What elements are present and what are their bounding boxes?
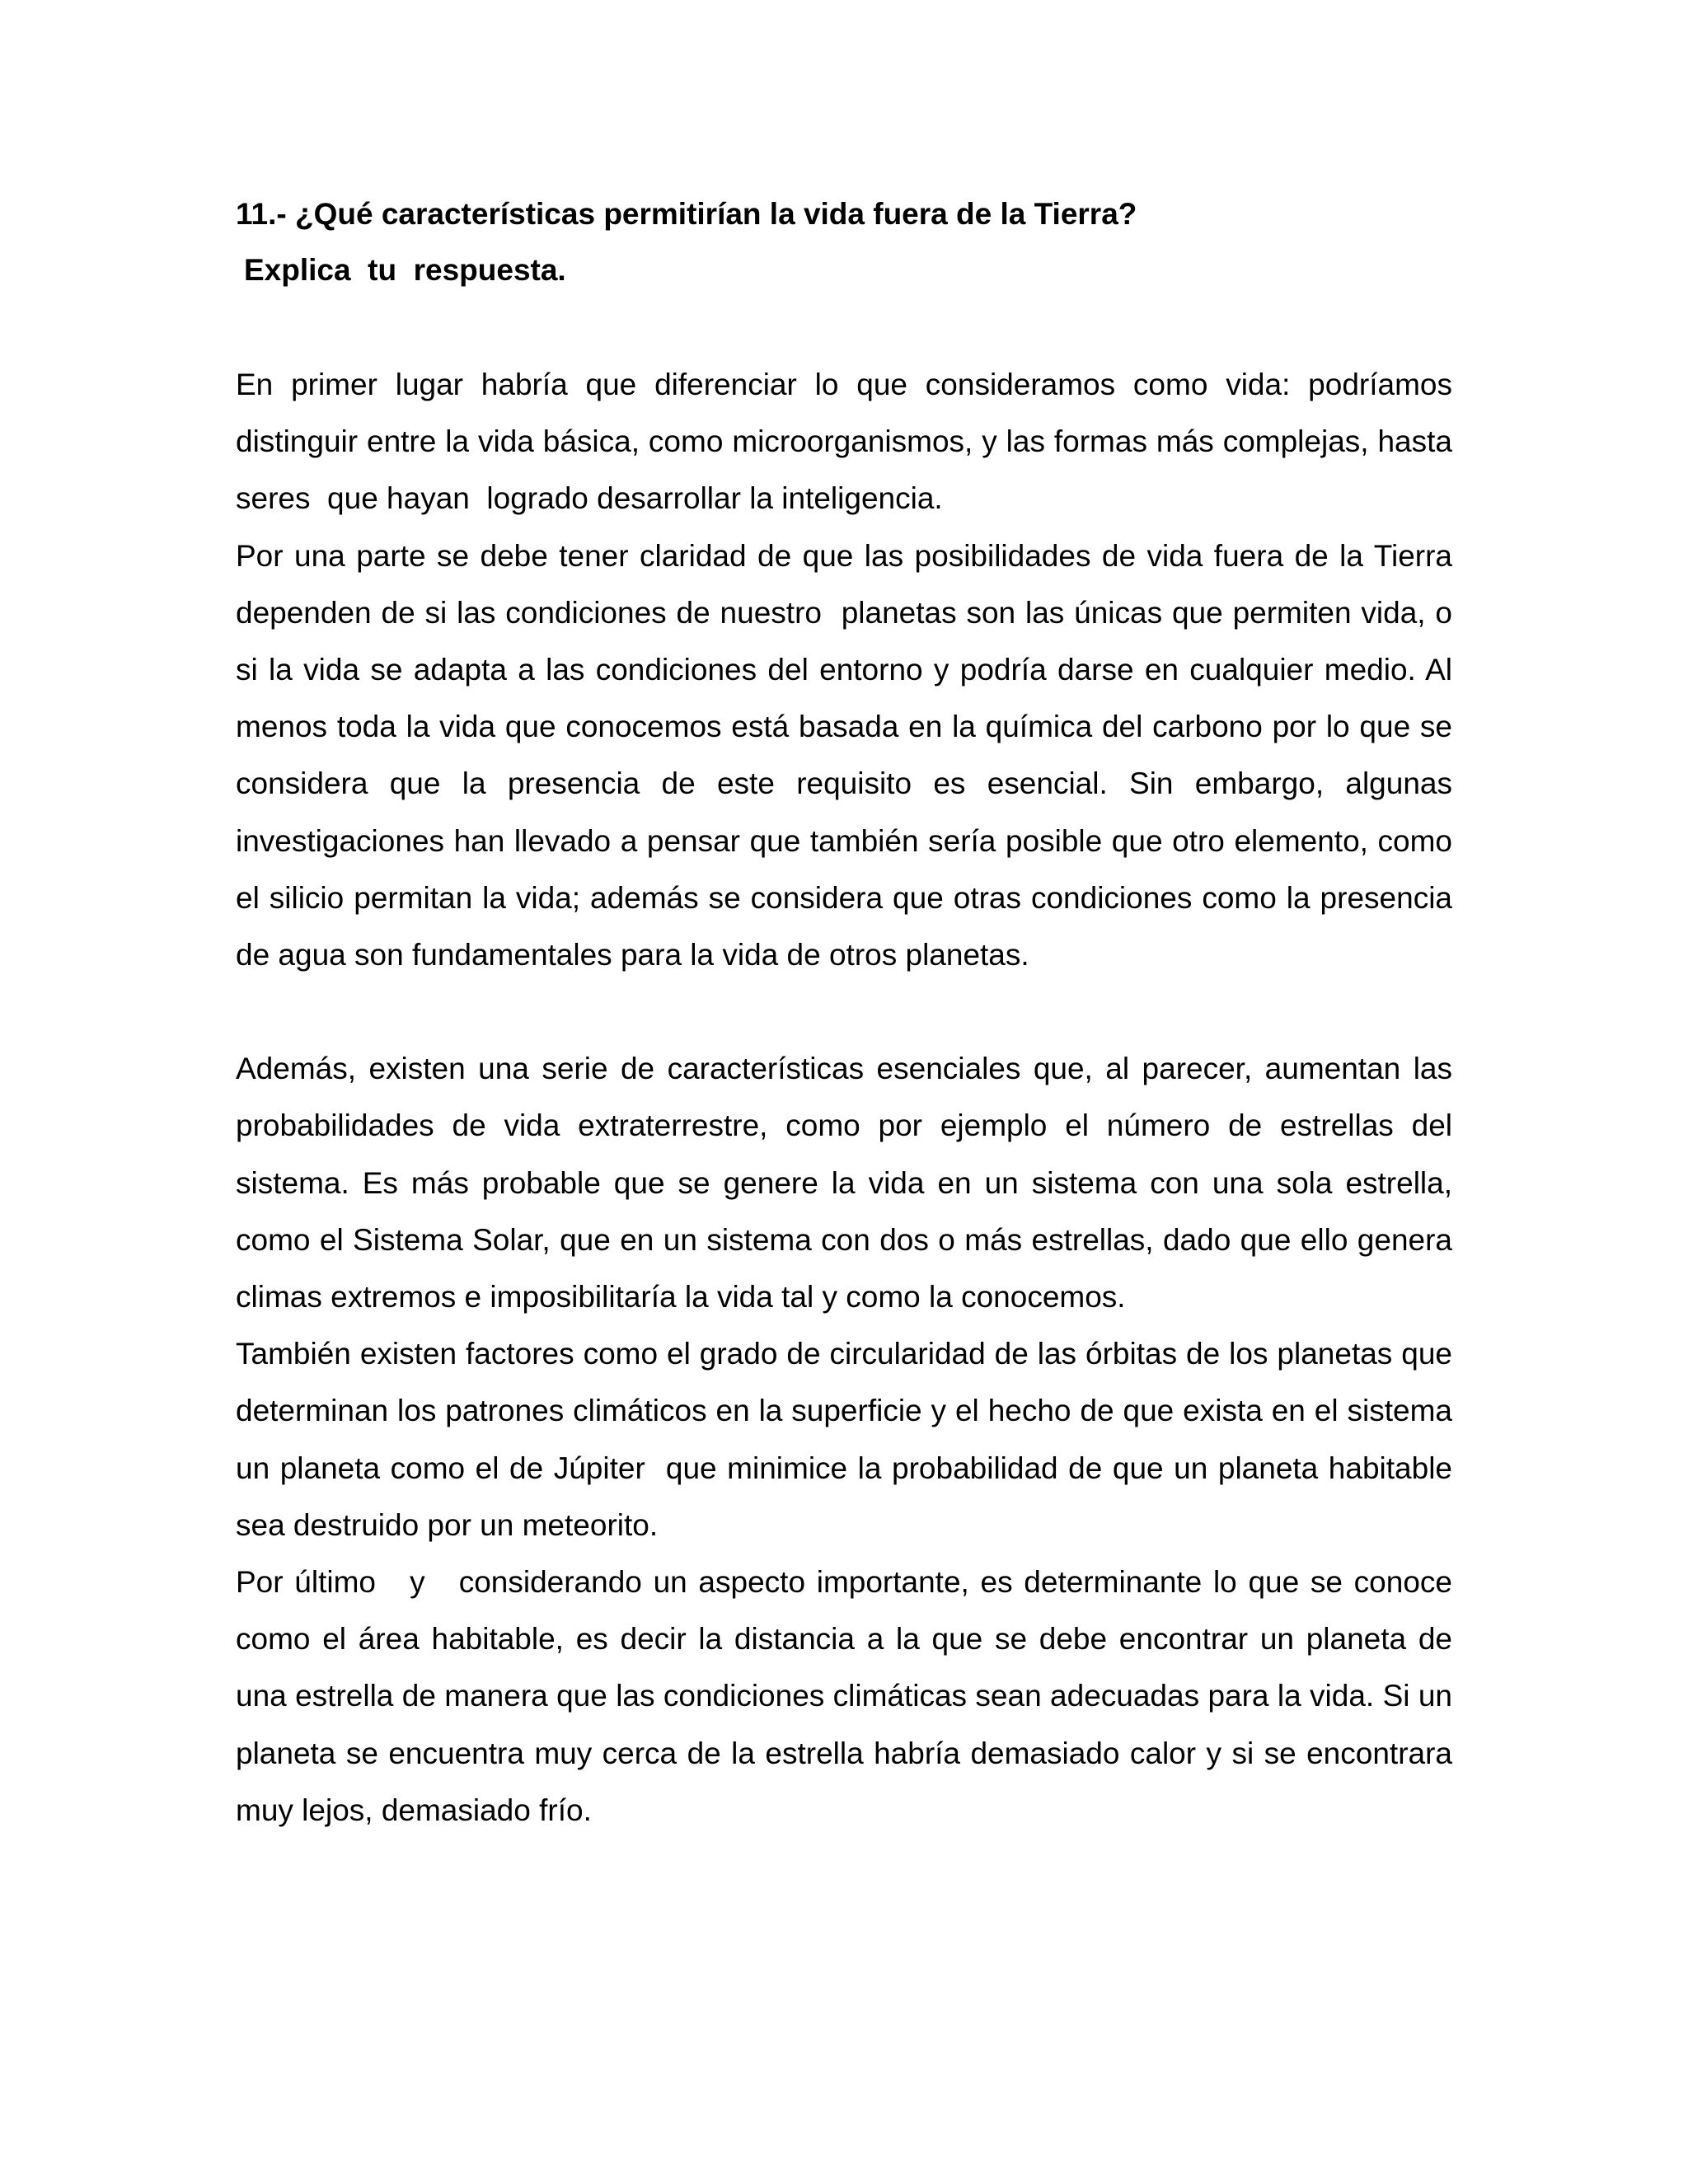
question-heading bbox=[236, 186, 1452, 298]
paragraph-conditions: Por una parte se debe tener claridad de que las posibilidades de vida fuera de la Tierra dependen de si las condiciones de nuestro planetas son las únicas que permiten vida, o si la vida se adapta a las condiciones del entorno y podría darse en cualquier medio. Al menos toda la vida que conocemos está basada en la química del carbono por lo que se considera que la presencia de este requisito es esencial. Sin embargo, algunas investigaciones han llevado a pensar que también sería posible que otro elemento, como el silicio permitan la vida; además se considera que otras condiciones como la presencia de agua son fundamentales para la vida de otros planetas. bbox=[236, 538, 1461, 972]
document-body bbox=[236, 186, 1470, 1839]
spacer bbox=[236, 298, 1452, 356]
question-instruction: Explica tu respuesta. bbox=[244, 253, 566, 287]
paragraph-definition-of-life: En primer lugar habría que diferenciar lo que consideramos como vida: podríamos distinguir entre la vida básica, como microorganismos, y las formas más complejas, hasta seres que hayan logrado desarrollar la inteligencia. bbox=[236, 368, 1461, 516]
spacer bbox=[236, 983, 1452, 1040]
paragraph-star-systems: Además, existen una serie de características esenciales que, al parecer, aumentan las probabilidades de vida extraterrestre, como por ejemplo el número de estrellas del sistema. Es más probable que se genere la vida en un sistema con una sola estrella, como el Sistema Solar, que en un sistema con dos o más estrellas, dado que ello genera climas extremos e imposibilitaría la vida tal y como la conocemos. bbox=[236, 1052, 1470, 1315]
question-title: 11.- ¿Qué características permitirían la vida fuera de la Tierra? bbox=[236, 197, 1137, 231]
paragraph-habitable-zone: Por último y considerando un aspecto importante, es determinante lo que se conoce como el área habitable, es decir la distancia a la que se debe encontrar un planeta de una estrella de manera que las condiciones climáticas sean adecuadas para la vida. Si un planeta se encuentra muy cerca de la estrella habría demasiado calor y si se encontrara muy lejos, demasiado frío. bbox=[236, 1565, 1461, 1827]
paragraph-orbits: También existen factores como el grado de circularidad de las órbitas de los planetas que determinan los patrones climáticos en la superficie y el hecho de que exista en el sistema un planeta como el de Júpiter que minimice la probabilidad de que un planeta habitable sea destruido por un meteorito. bbox=[236, 1337, 1461, 1542]
